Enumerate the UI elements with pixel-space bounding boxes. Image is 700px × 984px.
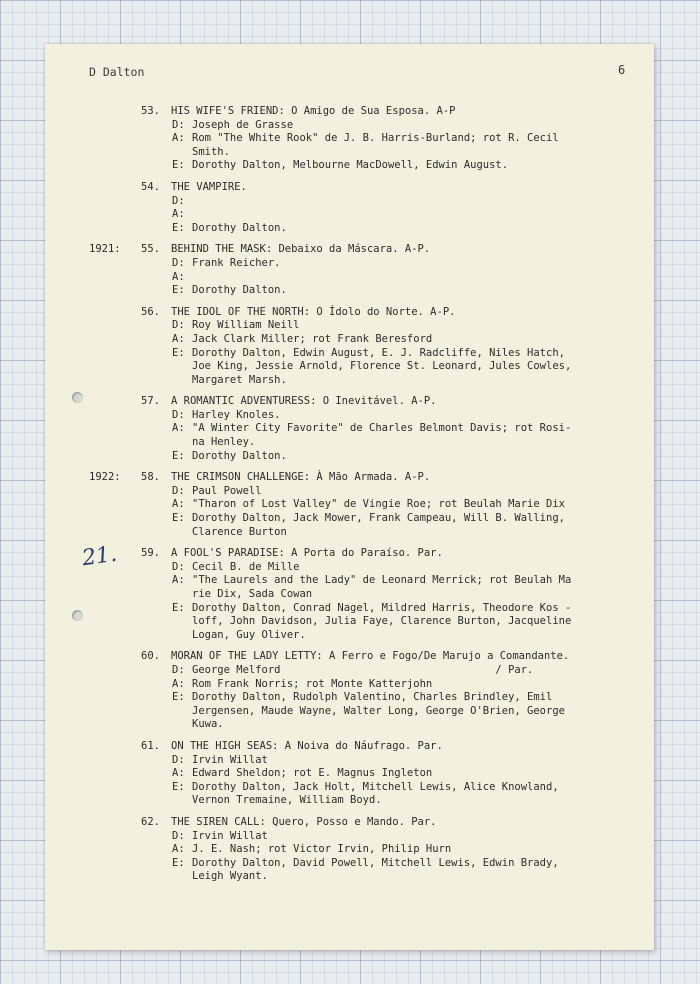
film-entry (45, 306, 654, 388)
credit-text: Logan, Guy Oliver. (192, 628, 306, 641)
credit-line (45, 781, 654, 795)
credit-line (45, 333, 654, 347)
film-title: HIS WIFE'S FRIEND: O Amigo de Sua Esposa. A-P (171, 105, 456, 117)
credit-text: Dorothy Dalton, Melbourne MacDowell, Edwin August. (192, 159, 509, 172)
film-entry (45, 243, 654, 297)
page-header-name: D Dalton (89, 65, 145, 79)
credit-text: Dorothy Dalton, Jack Holt, Mitchell Lewis, Alice Knowland, (192, 780, 559, 793)
credit-line (45, 754, 654, 768)
film-title: ON THE HIGH SEAS: A Noiva do Náufrago. Par. (171, 739, 443, 752)
credit-line (45, 691, 654, 705)
film-entry (45, 471, 654, 539)
film-entry (45, 740, 654, 808)
credit-line (45, 588, 654, 602)
credit-line (45, 436, 654, 450)
film-entry-heading (45, 181, 654, 195)
credit-label: D: (172, 560, 185, 573)
credit-line (45, 409, 654, 423)
credit-text: Rom Frank Norris; rot Monte Katterjohn (192, 677, 433, 690)
credit-line (45, 271, 654, 285)
credit-line (45, 222, 654, 236)
credit-label: A: (172, 767, 185, 780)
credit-text: Dorothy Dalton, Rudolph Valentino, Charles Brindley, Emil (192, 691, 553, 704)
handwritten-note: 21. (80, 541, 119, 572)
punch-hole-bottom (72, 610, 83, 621)
credit-line (45, 257, 654, 271)
credit-label: D: (172, 319, 185, 332)
credit-line (45, 794, 654, 808)
credit-label: A: (172, 498, 185, 511)
credit-text: Vernon Tremaine, William Boyd. (192, 794, 382, 807)
credit-line (45, 374, 654, 388)
credit-label: E: (172, 601, 185, 614)
credit-text: George Melford / Par. (192, 663, 534, 676)
film-entry-heading (45, 650, 654, 664)
film-number: 58. (141, 471, 160, 484)
credit-text: Dorothy Dalton. (192, 284, 287, 297)
credit-line (45, 602, 654, 616)
credit-label: D: (172, 118, 185, 131)
credit-label: A: (172, 574, 185, 587)
credit-text: loff, John Davidson, Julia Faye, Clarence Burton, Jacqueline (192, 615, 572, 628)
credit-text: "A Winter City Favorite" de Charles Belmont Davis; rot Rosi- (192, 422, 572, 435)
credit-text: "The Laurels and the Lady" de Leonard Merrick; rot Beulah Ma (192, 574, 572, 587)
credit-line (45, 767, 654, 781)
credit-line (45, 347, 654, 361)
credit-line (45, 705, 654, 719)
film-number: 54. (141, 180, 160, 193)
credit-text: Rom "The White Rook" de J. B. Harris-Burland; rot R. Cecil (192, 132, 559, 145)
credit-text: Dorothy Dalton, Conrad Nagel, Mildred Harris, Theodore Kos - (192, 601, 572, 614)
credit-text: Clarence Burton (192, 525, 287, 538)
credit-line (45, 678, 654, 692)
film-entry (45, 395, 654, 463)
film-entry (45, 816, 654, 884)
credit-label: D: (172, 256, 185, 269)
credit-line (45, 132, 654, 146)
credit-line (45, 512, 654, 526)
credit-line (45, 870, 654, 884)
credit-label: A: (172, 677, 185, 690)
film-title: THE IDOL OF THE NORTH: O Ídolo do Norte. A-P. (171, 305, 456, 318)
punch-hole-top (72, 392, 83, 403)
credit-label: E: (172, 780, 185, 793)
page-number: 6 (618, 63, 626, 77)
film-title: MORAN OF THE LADY LETTY: A Ferro e Fogo/De Marujo a Comandante. (171, 650, 570, 663)
film-entry (45, 105, 654, 173)
credit-text: Harley Knoles. (192, 408, 281, 421)
credit-line (45, 422, 654, 436)
film-entry-heading (45, 243, 654, 257)
credit-text: Dorothy Dalton. (192, 221, 287, 234)
credit-label: E: (172, 284, 185, 297)
credit-text: Roy William Neill (192, 319, 300, 332)
credit-text: Jergensen, Maude Wayne, Walter Long, George O'Brien, George (192, 704, 565, 717)
credit-text: Paul Powell (192, 484, 262, 497)
credit-line (45, 159, 654, 173)
credit-text: Leigh Wyant. (192, 870, 268, 883)
credit-text: Irvin Willat (192, 753, 268, 766)
credit-line (45, 526, 654, 540)
credit-text: Cecil B. de Mille (192, 560, 300, 573)
credit-line (45, 498, 654, 512)
credit-label: A: (172, 208, 185, 221)
credit-text: Irvin Willat (192, 829, 268, 842)
film-number: 56. (141, 305, 160, 318)
film-title: A FOOL'S PARADISE: A Porta do Paraíso. Par. (171, 547, 443, 560)
credit-line (45, 195, 654, 209)
credit-text: Dorothy Dalton, David Powell, Mitchell Lewis, Edwin Brady, (192, 856, 559, 869)
credit-line (45, 830, 654, 844)
credit-text: Dorothy Dalton, Jack Mower, Frank Campeau, Will B. Walling, (192, 512, 565, 525)
credit-label: A: (172, 422, 185, 435)
credit-line (45, 857, 654, 871)
credit-text: Margaret Marsh. (192, 373, 287, 386)
credit-label: E: (172, 346, 185, 359)
film-entry-heading (45, 395, 654, 409)
credit-text: Dorothy Dalton, Edwin August, E. J. Radcliffe, Niles Hatch, (192, 346, 565, 359)
film-entry-heading (45, 105, 654, 119)
credit-text: J. E. Nash; rot Victor Irvin, Philip Hurn (192, 843, 452, 856)
film-entry-heading (45, 306, 654, 320)
credit-label: D: (172, 484, 185, 497)
credit-line (45, 664, 654, 678)
credit-label: E: (172, 449, 185, 462)
credit-text: rie Dix, Sada Cowan (192, 588, 313, 600)
film-number: 60. (141, 650, 160, 663)
credit-line (45, 718, 654, 732)
credit-line (45, 319, 654, 333)
credit-label: D: (172, 663, 185, 676)
credit-text: Frank Reicher. (192, 256, 281, 269)
film-number: 59. (141, 547, 160, 560)
credit-label: E: (172, 159, 185, 172)
credit-label: E: (172, 691, 185, 704)
credit-label: E: (172, 512, 185, 525)
credit-line (45, 208, 654, 222)
typewritten-page (45, 44, 654, 950)
credit-text: Kuwa. (192, 718, 224, 731)
credit-line (45, 146, 654, 160)
film-entry-heading (45, 740, 654, 754)
credit-label: A: (172, 843, 185, 856)
film-entry-heading (45, 547, 654, 561)
credit-text: Jack Clark Miller; rot Frank Beresford (192, 332, 433, 345)
credit-label: D: (172, 194, 185, 207)
film-year: 1922: (89, 471, 121, 484)
film-title: THE CRIMSON CHALLENGE: À Mão Armada. A-P. (171, 471, 431, 484)
film-entry (45, 181, 654, 235)
credit-label: D: (172, 753, 185, 766)
credit-label: A: (172, 332, 185, 345)
credit-line (45, 119, 654, 133)
credit-text: Dorothy Dalton. (192, 449, 287, 462)
credit-text: Joe King, Jessie Arnold, Florence St. Leonard, Jules Cowles, (192, 360, 572, 373)
credit-line (45, 450, 654, 464)
film-entry (45, 547, 654, 642)
credit-label: D: (172, 408, 185, 421)
credit-line (45, 561, 654, 575)
film-entry-heading (45, 816, 654, 830)
credit-label: A: (172, 132, 185, 145)
credit-text: Smith. (192, 145, 230, 158)
credit-label: E: (172, 221, 185, 234)
film-number: 57. (141, 395, 160, 408)
film-entry-heading (45, 471, 654, 485)
credit-line (45, 843, 654, 857)
film-number: 55. (141, 243, 160, 256)
film-year: 1921: (89, 243, 121, 256)
film-title: THE VAMPIRE. (171, 180, 247, 193)
film-number: 53. (141, 105, 160, 117)
credit-line (45, 284, 654, 298)
credit-line (45, 629, 654, 643)
credit-label: A: (172, 270, 185, 283)
credit-label: E: (172, 856, 185, 869)
credit-text: na Henley. (192, 436, 256, 449)
filmography-list (45, 105, 654, 892)
credit-label: D: (172, 829, 185, 842)
film-number: 61. (141, 739, 160, 752)
film-title: THE SIREN CALL: Quero, Posso e Mando. Par. (171, 815, 437, 828)
film-title: A ROMANTIC ADVENTURESS: O Inevitável. A-P. (171, 395, 437, 408)
film-entry (45, 650, 654, 732)
film-title: BEHIND THE MASK: Debaixo da Máscara. A-P. (171, 243, 431, 256)
credit-text: "Tharon of Lost Valley" de Vingie Roe; rot Beulah Marie Dix (192, 498, 565, 511)
credit-line (45, 360, 654, 374)
credit-text: Joseph de Grasse (192, 118, 294, 131)
film-number: 62. (141, 815, 160, 828)
credit-line (45, 485, 654, 499)
credit-line (45, 615, 654, 629)
credit-line (45, 574, 654, 588)
credit-text: Edward Sheldon; rot E. Magnus Ingleton (192, 767, 433, 780)
